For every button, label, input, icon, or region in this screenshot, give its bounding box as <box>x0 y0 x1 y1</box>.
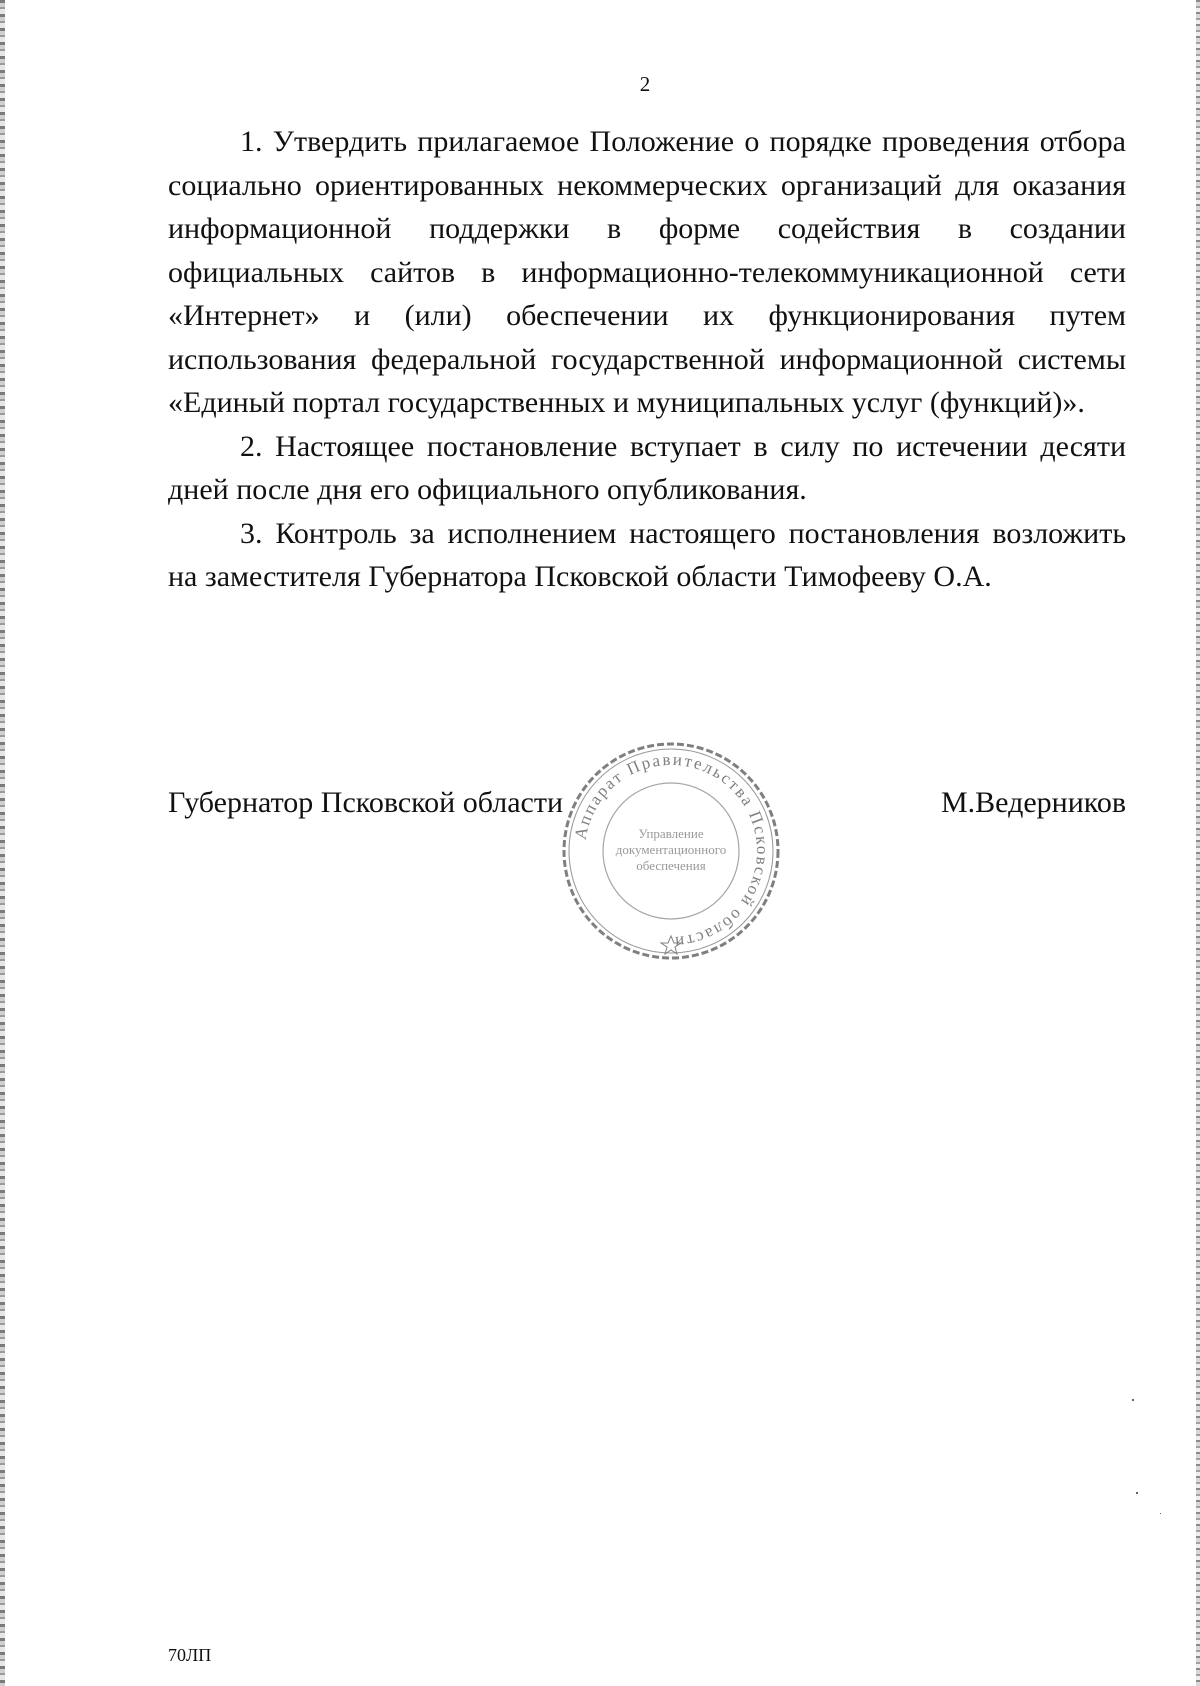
document-footer-code: 70ЛП <box>168 1645 212 1665</box>
paragraph-1: 1. Утвердить прилагаемое Положение о порядке проведения отбора социально ориентированных некоммерческих организаций для оказания информационной поддержки в форме содействия в создании официальных сайтов в информационно-телекоммуникационной сети «Интернет» и (или) обеспечении их функционирования путем использования федеральной государственной информационной системы «Единый портал государственных и муниципальных услуг (функций)». <box>168 125 1126 419</box>
paragraph-3: 3. Контроль за исполнением настоящего постановления возложить на заместителя Губернатора Псковской области Тимофееву О.А. <box>168 516 1126 593</box>
paragraph-2: 2. Настоящее постановление вступает в силу по истечении десяти дней после дня его официального опубликования. <box>168 429 1126 506</box>
scan-edge-right <box>1196 0 1200 1686</box>
scan-edge-left <box>0 0 5 1686</box>
stamp-center-line-1: Управление <box>638 826 704 841</box>
scan-speck <box>1136 1492 1138 1494</box>
scan-speck <box>1160 1513 1161 1514</box>
official-seal-stamp <box>560 740 782 962</box>
signatory-position: Губернатор Псковской области <box>168 786 564 819</box>
stamp-ring-text: Аппарат Правительства Псковской области <box>570 749 773 953</box>
stamp-center-line-2: документационного <box>615 842 727 857</box>
stamp-center-line-3: обеспечения <box>636 858 706 873</box>
page-number: 2 <box>639 72 651 96</box>
document-body <box>168 120 1126 599</box>
signatory-name: М.Ведерников <box>940 786 1126 819</box>
scan-speck <box>1132 1399 1134 1401</box>
